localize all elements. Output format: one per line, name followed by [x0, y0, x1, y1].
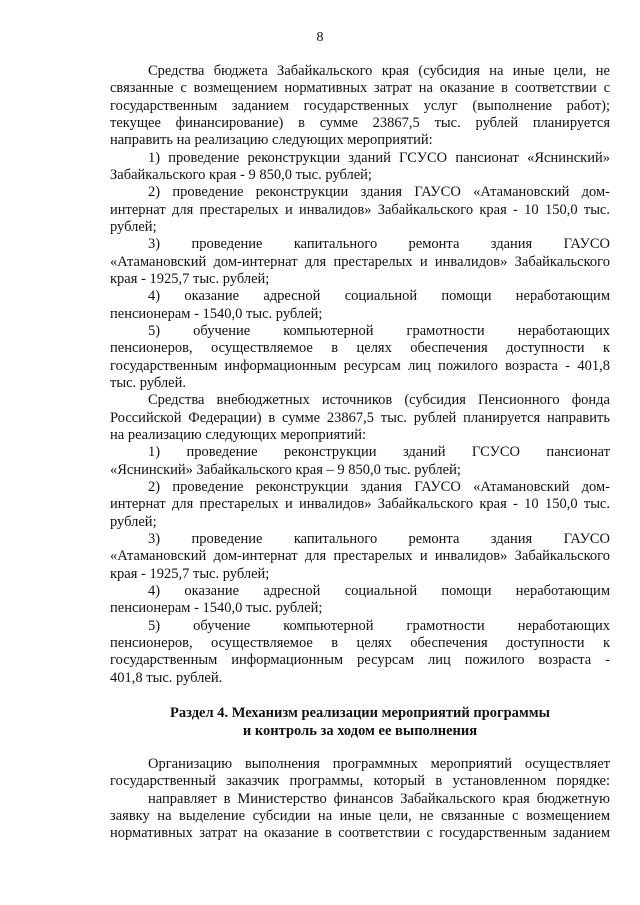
list-item-line: 3) проведение капитального ремонта здания ГАУСО: [148, 531, 610, 547]
paragraph-line: на реализацию следующих мероприятий:: [110, 427, 366, 443]
paragraph-line: Организацию выполнения программных мероприятий осуществляет: [148, 756, 610, 772]
list-item-line: пенсионерам - 1540,0 тыс. рублей;: [110, 306, 323, 322]
list-item-line: 5) обучение компьютерной грамотности неработающих: [148, 618, 610, 634]
list-item-line: государственным информационным ресурсам лиц пожилого возраста - 401,8: [110, 358, 610, 374]
list-item-line: интернат для престарелых и инвалидов» Забайкальского края - 10 150,0 тыс.: [110, 496, 610, 512]
list-item-line: 401,8 тыс. рублей.: [110, 670, 223, 686]
list-item-line: «Атамановский дом-интернат для престарелых и инвалидов» Забайкальского: [110, 548, 610, 564]
paragraph-line: государственным заданием государственных услуг (выполнение работ);: [110, 98, 610, 114]
list-item-line: рублей;: [110, 219, 157, 235]
list-item-line: интернат для престарелых и инвалидов» Забайкальского края - 10 150,0 тыс.: [110, 202, 610, 218]
list-item-line: 4) оказание адресной социальной помощи неработающим: [148, 583, 610, 599]
paragraph-line: направить на реализацию следующих мероприятий:: [110, 132, 433, 148]
list-item-line: 2) проведение реконструкции здания ГАУСО «Атамановский дом-: [148, 479, 610, 495]
paragraph-line: связанные с возмещением нормативных затрат на оказание в соответствии с: [110, 80, 610, 96]
list-item-line: «Яснинский» Забайкальского края – 9 850,0 тыс. рублей;: [110, 462, 461, 478]
list-item-line: Забайкальского края - 9 850,0 тыс. рублей;: [110, 167, 372, 183]
list-item-line: 2) проведение реконструкции здания ГАУСО «Атамановский дом-: [148, 184, 610, 200]
paragraph-line: Средства внебюджетных источников (субсидия Пенсионного фонда: [148, 392, 610, 408]
paragraph-line: текущее финансирование) в сумме 23867,5 тыс. рублей планируется: [110, 115, 610, 131]
paragraph-line: заявку на выделение субсидии на иные цели, не связанные с возмещением: [110, 808, 610, 824]
paragraph-line: Средства бюджета Забайкальского края (субсидия на иные цели, не: [148, 63, 610, 79]
list-item-line: края - 1925,7 тыс. рублей;: [110, 271, 270, 287]
list-item-line: рублей;: [110, 514, 157, 530]
section-heading-line: и контроль за ходом ее выполнения: [242, 723, 478, 739]
paragraph-line: Российской Федерации) в сумме 23867,5 тыс. рублей планируется направить: [110, 410, 610, 426]
list-item-line: 1) проведение реконструкции зданий ГСУСО пансионат «Яснинский»: [148, 150, 610, 166]
list-item-line: края - 1925,7 тыс. рублей;: [110, 566, 270, 582]
list-item-line: пенсионеров, осуществляемое в целях обеспечения доступности к: [110, 340, 610, 356]
paragraph-line: государственный заказчик программы, который в установленном порядке:: [110, 773, 610, 789]
list-item-line: «Атамановский дом-интернат для престарелых и инвалидов» Забайкальского: [110, 254, 610, 270]
list-item-line: пенсионерам - 1540,0 тыс. рублей;: [110, 600, 323, 616]
paragraph-line: направляет в Министерство финансов Забайкальского края бюджетную: [148, 791, 610, 807]
section-heading-line: Раздел 4. Механизм реализации мероприятий программы: [170, 705, 550, 721]
list-item-line: государственным информационным ресурсам лиц пожилого возраста -: [110, 652, 610, 668]
page-number: 8: [316, 30, 324, 45]
list-item-line: 3) проведение капитального ремонта здания ГАУСО: [148, 236, 610, 252]
list-item-line: 1) проведение реконструкции зданий ГСУСО пансионат: [148, 444, 610, 460]
list-item-line: 5) обучение компьютерной грамотности неработающих: [148, 323, 610, 339]
paragraph-line: нормативных затрат на оказание в соответствии с государственным заданием: [110, 825, 610, 841]
list-item-line: 4) оказание адресной социальной помощи неработающим: [148, 288, 610, 304]
list-item-line: тыс. рублей.: [110, 375, 186, 391]
list-item-line: пенсионеров, осуществляемое в целях обеспечения доступности к: [110, 635, 610, 651]
